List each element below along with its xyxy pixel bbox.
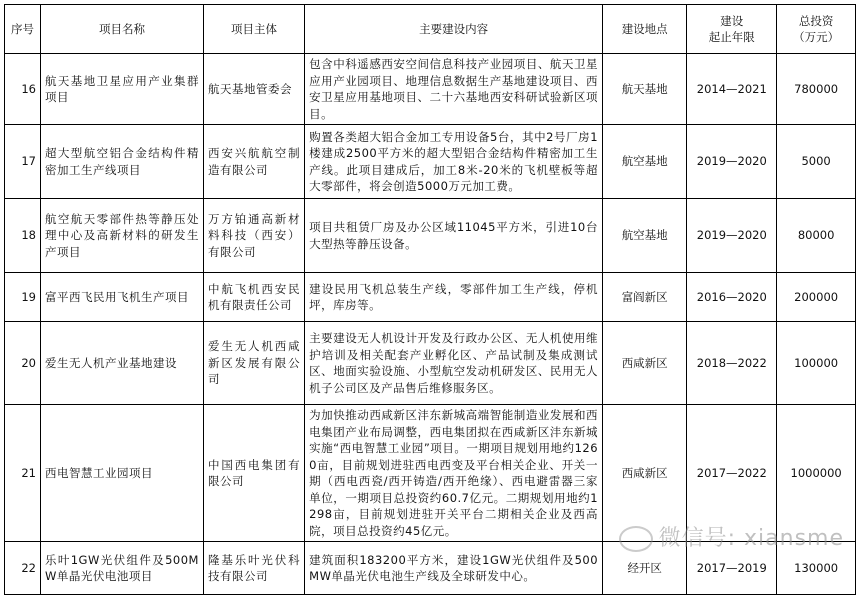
- project-investment: 5000: [777, 125, 856, 199]
- table-row: [5, 405, 856, 542]
- project-table: [4, 4, 856, 595]
- row-index: 17: [5, 125, 41, 199]
- project-owner: 航天基地管委会: [203, 54, 304, 125]
- project-owner: 爱生无人机西咸新区发展有限公司: [203, 322, 304, 405]
- header-index: 序号: [5, 5, 41, 54]
- project-name: 乐叶1GW光伏组件及500MW单晶光伏电池项目: [40, 542, 203, 595]
- project-owner: 万方铂通高新材料科技（西安）有限公司: [203, 199, 304, 273]
- project-content: 建设民用飞机总装生产线，零部件加工生产线，停机坪，库房等。: [305, 273, 603, 322]
- row-index: 16: [5, 54, 41, 125]
- project-name: 航空航天零部件热等静压处理中心及高新材料的研发生产项目: [40, 199, 203, 273]
- row-index: 20: [5, 322, 41, 405]
- table-row: [5, 273, 856, 322]
- project-name: 航天基地卫星应用产业集群项目: [40, 54, 203, 125]
- project-location: 航空基地: [603, 199, 687, 273]
- header-owner: 项目主体: [203, 5, 304, 54]
- header-row: [5, 5, 856, 54]
- project-name: 富平西飞民用飞机生产项目: [40, 273, 203, 322]
- project-owner: 中国西电集团有限公司: [203, 405, 304, 542]
- project-investment: 780000: [777, 54, 856, 125]
- project-location: 经开区: [603, 542, 687, 595]
- project-content: 包含中科遥感西安空间信息科技产业园项目、航天卫星应用产业园项目、地理信息数据生产基地建设项目、西安卫星应用基地项目、二十六基地西安科研试验新区项目。: [305, 54, 603, 125]
- project-investment: 1000000: [777, 405, 856, 542]
- table-row: [5, 125, 856, 199]
- project-name: 超大型航空铝合金结构件精密加工生产线项目: [40, 125, 203, 199]
- header-investment: 总投资 （万元）: [777, 5, 856, 54]
- project-years: 2017—2019: [687, 542, 777, 595]
- row-index: 22: [5, 542, 41, 595]
- table-row: [5, 199, 856, 273]
- project-investment: 100000: [777, 322, 856, 405]
- project-name: 西电智慧工业园项目: [40, 405, 203, 542]
- project-years: 2014—2021: [687, 54, 777, 125]
- project-owner: 中航飞机西安民机有限责任公司: [203, 273, 304, 322]
- project-owner: 西安兴航航空制造有限公司: [203, 125, 304, 199]
- project-investment: 200000: [777, 273, 856, 322]
- table-row: [5, 322, 856, 405]
- row-index: 18: [5, 199, 41, 273]
- project-years: 2017—2022: [687, 405, 777, 542]
- header-name: 项目名称: [40, 5, 203, 54]
- project-years: 2018—2022: [687, 322, 777, 405]
- project-investment: 80000: [777, 199, 856, 273]
- project-location: 西咸新区: [603, 405, 687, 542]
- row-index: 19: [5, 273, 41, 322]
- project-location: 航天基地: [603, 54, 687, 125]
- project-location: 西咸新区: [603, 322, 687, 405]
- header-location: 建设地点: [603, 5, 687, 54]
- project-years: 2019—2020: [687, 125, 777, 199]
- project-content: 为加快推动西咸新区沣东新城高端智能制造业发展和西电集团产业布局调整，西电集团拟在西咸新区沣东新城实施“西电智慧工业园”项目。一期项目规划用地约1260亩，目前规划进驻西电西变及平台相关企业、开关一期（西电西瓷/西开铸造/西开绝缘）、西电避雷器三家单位，一期项目总投资约60.7亿元。二期规划用地约1298亩，目前规划进驻开关平台二期相关企业及西高院，项目总投资约45亿元。: [305, 405, 603, 542]
- project-content: 建筑面积183200平方米，建设1GW光伏组件及500MW单晶光伏电池生产线及全球研发中心。: [305, 542, 603, 595]
- project-content: 购置各类超大铝合金加工专用设备5台，其中2号厂房1楼建成2500平方米的超大型铝合金结构件精密加工生产线。此项目建成后，加工8米-20米的飞机壁板等超大零部件，将会创造5000万元加工费。: [305, 125, 603, 199]
- project-name: 爱生无人机产业基地建设: [40, 322, 203, 405]
- header-years: 建设 起止年限: [687, 5, 777, 54]
- project-content: 主要建设无人机设计开发及行政办公区、无人机使用维护培训及相关配套产业孵化区、产品试制及集成测试区、地面实验设施、小型航空发动机研发区、民用无人机子公司区及产品售后维修服务区。: [305, 322, 603, 405]
- project-years: 2016—2020: [687, 273, 777, 322]
- table-row: [5, 542, 856, 595]
- project-location: 航空基地: [603, 125, 687, 199]
- project-content: 项目共租赁厂房及办公区域11045平方米，引进10台大型热等静压设备。: [305, 199, 603, 273]
- project-location: 富阎新区: [603, 273, 687, 322]
- project-years: 2019—2020: [687, 199, 777, 273]
- project-investment: 130000: [777, 542, 856, 595]
- table-row: [5, 54, 856, 125]
- project-owner: 隆基乐叶光伏科技有限公司: [203, 542, 304, 595]
- wechat-watermark: 微信号: xiansme: [619, 521, 844, 552]
- header-content: 主要建设内容: [305, 5, 603, 54]
- row-index: 21: [5, 405, 41, 542]
